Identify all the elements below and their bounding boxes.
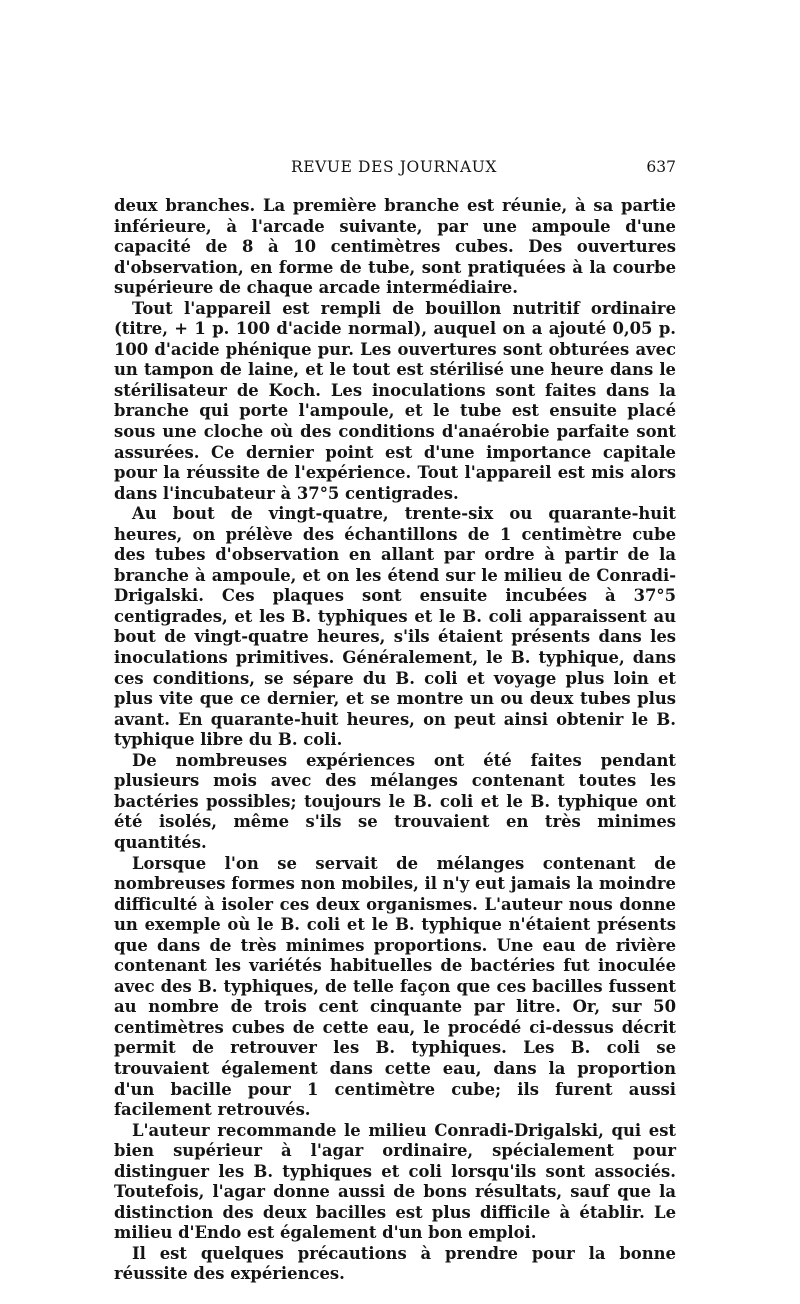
paragraph-media: L'auteur recommande le milieu Conradi-Drigalski, qui est bien supérieur à l'agar ordinaire, spécialement pour distinguer les B. typhiques et coli lorsqu'ils sont associés. Toutefois, l'agar donne aussi de bons résultats, sauf que la distinction des deux bacilles est plus difficile à établir. Le milieu d'Endo est également d'un bon emploi. bbox=[114, 1120, 676, 1243]
paragraph-sampling: Au bout de vingt-quatre, trente-six ou quarante-huit heures, on prélève des échantillons de 1 centimètre cube des tubes d'observation en allant par ordre à partir de la branche à ampoule, et on les étend sur le milieu de Conradi-Drigalski. Ces plaques sont ensuite incubées à 37°5 centigrades, et les B. typhiques et le B. coli apparaissent au bout de vingt-quatre heures, s'ils étaient présents dans les inoculations primitives. Généralement, le B. typhique, dans ces conditions, se sépare du B. coli et voyage plus loin et plus vite que ce dernier, et se montre un ou deux tubes plus avant. En quarante-huit heures, on peut ainsi obtenir le B. typhique libre du B. coli. bbox=[114, 504, 676, 750]
running-header bbox=[112, 158, 676, 182]
journal-section-title: REVUE DES JOURNAUX bbox=[290, 158, 498, 176]
paragraph-example: Lorsque l'on se servait de mélanges contenant de nombreuses formes non mobiles, il n'y eut jamais la moindre difficulté à isoler ces deux organismes. L'auteur nous donne un exemple où le B. coli et le B. typhique n'étaient présents que dans de très minimes proportions. Une eau de rivière contenant les variétés habituelles de bactéries fut inoculée avec des B. typhiques, de telle façon que ces bacilles fussent au nombre de trois cent cinquante par litre. Or, sur 50 centimètres cubes de cette eau, le procédé ci-dessus décrit permit de retrouver les B. typhiques. Les B. coli se trouvaient également dans cette eau, dans la proportion d'un bacille pour 1 centimètre cube; ils furent aussi facilement retrouvés. bbox=[114, 853, 676, 1120]
paragraph-apparatus: Tout l'appareil est rempli de bouillon nutritif ordinaire (titre, + 1 p. 100 d'acide normal), auquel on a ajouté 0,05 p. 100 d'acide phénique pur. Les ouvertures sont obturées avec un tampon de laine, et le tout est stérilisé une heure dans le stérilisateur de Koch. Les inoculations sont faites dans la branche qui porte l'ampoule, et le tube est ensuite placé sous une cloche où des conditions d'anaérobie parfaite sont assurées. Ce dernier point est d'une importance capitale pour la réussite de l'expérience. Tout l'appareil est mis alors dans l'incubateur à 37°5 centigrades. bbox=[114, 298, 676, 503]
paragraph-precautions: Il est quelques précautions à prendre pour la bonne réussite des expériences. bbox=[114, 1243, 676, 1284]
page-number: 637 bbox=[646, 158, 676, 176]
paragraph-continued: deux branches. La première branche est réunie, à sa partie inférieure, à l'arcade suivante, par une ampoule d'une capacité de 8 à 10 centimètres cubes. Des ouvertures d'observation, en forme de tube, sont pratiquées à la courbe supérieure de chaque arcade intermédiaire. bbox=[114, 196, 676, 298]
paragraph-experiments: De nombreuses expériences ont été faites pendant plusieurs mois avec des mélanges contenant toutes les bactéries possibles; toujours le B. coli et le B. typhique ont été isolés, même s'ils se trouvaient en très minimes quantités. bbox=[114, 750, 676, 852]
article-body bbox=[114, 196, 676, 1285]
